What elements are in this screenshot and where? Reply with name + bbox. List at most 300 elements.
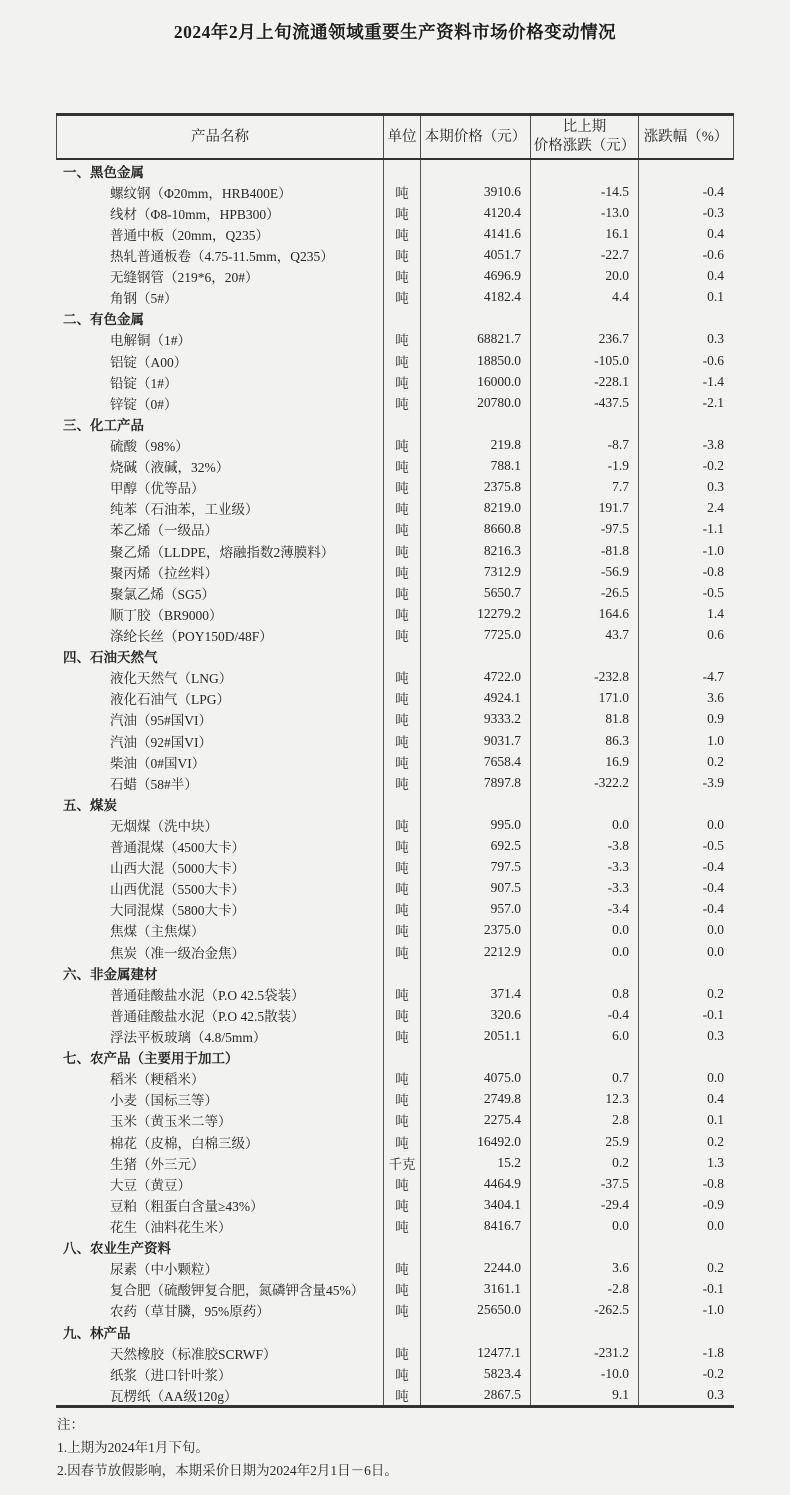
product-row: [57, 1194, 733, 1215]
section-row: [57, 160, 733, 181]
price-cell: 4141.6: [420, 223, 530, 244]
section-title: 四、石油天然气: [63, 650, 158, 666]
pct-cell: -0.2: [638, 456, 733, 477]
price-cell: 995.0: [420, 814, 530, 835]
pct-cell: -0.8: [638, 561, 733, 582]
unit-cell: 吨: [383, 836, 420, 857]
change-cell: -8.7: [530, 434, 638, 455]
unit-cell: [383, 160, 420, 181]
product-name: 普通硅酸盐水泥（P.O 42.5散装）: [110, 1008, 305, 1024]
product-row: [57, 836, 733, 857]
unit-cell: 吨: [383, 899, 420, 920]
price-cell: 16000.0: [420, 371, 530, 392]
product-row: [57, 603, 733, 624]
unit-cell: 吨: [383, 519, 420, 540]
product-name: 浮法平板玻璃（4.8/5mm）: [110, 1030, 267, 1046]
change-cell: [530, 1321, 638, 1342]
pct-cell: -0.6: [638, 244, 733, 265]
product-row: [57, 202, 733, 223]
price-cell: 692.5: [420, 836, 530, 857]
pct-cell: -0.4: [638, 181, 733, 202]
product-row: [57, 1258, 733, 1279]
price-cell: 16492.0: [420, 1131, 530, 1152]
price-cell: 9333.2: [420, 709, 530, 730]
price-cell: 2051.1: [420, 1025, 530, 1046]
change-cell: -437.5: [530, 392, 638, 413]
section-title: 二、有色金属: [63, 312, 144, 328]
unit-cell: [383, 308, 420, 329]
product-name: 热轧普通板卷（4.75-11.5mm，Q235）: [110, 248, 334, 264]
product-row: [57, 1068, 733, 1089]
product-row: [57, 561, 733, 582]
unit-cell: [383, 1237, 420, 1258]
product-row: [57, 498, 733, 519]
unit-cell: 千克: [383, 1152, 420, 1173]
pct-cell: [638, 962, 733, 983]
notes-block: [57, 1413, 398, 1482]
change-cell: -2.8: [530, 1279, 638, 1300]
change-cell: [530, 308, 638, 329]
pct-cell: [638, 1321, 733, 1342]
change-cell: -232.8: [530, 667, 638, 688]
change-cell: 0.7: [530, 1068, 638, 1089]
pct-cell: -0.4: [638, 857, 733, 878]
unit-cell: 吨: [383, 1025, 420, 1046]
price-cell: 20780.0: [420, 392, 530, 413]
change-cell: [530, 413, 638, 434]
product-row: [57, 371, 733, 392]
product-name: 角钢（5#）: [110, 291, 178, 307]
section-title: 六、非金属建材: [63, 966, 158, 982]
price-cell: 2244.0: [420, 1258, 530, 1279]
price-cell: 219.8: [420, 434, 530, 455]
pct-cell: 0.9: [638, 709, 733, 730]
product-name: 聚乙烯（LLDPE，熔融指数2薄膜料）: [110, 544, 335, 560]
price-cell: 4120.4: [420, 202, 530, 223]
unit-cell: 吨: [383, 1068, 420, 1089]
product-name: 锌锭（0#）: [110, 396, 178, 412]
product-row: [57, 751, 733, 772]
product-row: [57, 329, 733, 350]
section-row: [57, 413, 733, 434]
change-cell: 25.9: [530, 1131, 638, 1152]
table-body: [57, 160, 733, 1405]
product-row: [57, 1279, 733, 1300]
pct-cell: -1.0: [638, 1300, 733, 1321]
pct-cell: -0.3: [638, 202, 733, 223]
unit-cell: 吨: [383, 540, 420, 561]
pct-cell: 0.3: [638, 1384, 733, 1405]
change-cell: [530, 793, 638, 814]
unit-cell: 吨: [383, 1131, 420, 1152]
price-cell: [420, 1047, 530, 1068]
unit-cell: 吨: [383, 392, 420, 413]
unit-cell: 吨: [383, 371, 420, 392]
product-name: 石蜡（58#半）: [110, 776, 198, 792]
product-name: 烧碱（液碱，32%）: [110, 460, 230, 476]
product-row: [57, 624, 733, 645]
change-cell: 20.0: [530, 266, 638, 287]
unit-cell: 吨: [383, 1110, 420, 1131]
change-cell: 81.8: [530, 709, 638, 730]
price-cell: 8219.0: [420, 498, 530, 519]
change-cell: -105.0: [530, 350, 638, 371]
price-cell: 3161.1: [420, 1279, 530, 1300]
pct-cell: [638, 646, 733, 667]
product-row: [57, 519, 733, 540]
price-cell: 12279.2: [420, 603, 530, 624]
product-row: [57, 582, 733, 603]
header-price-change: [530, 116, 638, 158]
change-cell: 4.4: [530, 287, 638, 308]
product-row: [57, 392, 733, 413]
product-row: [57, 1363, 733, 1384]
unit-cell: 吨: [383, 477, 420, 498]
pct-cell: 0.0: [638, 941, 733, 962]
change-cell: 0.0: [530, 814, 638, 835]
product-name: 普通混煤（4500大卡）: [110, 840, 245, 856]
unit-cell: 吨: [383, 1089, 420, 1110]
change-cell: [530, 160, 638, 181]
product-name: 铝锭（A00）: [110, 354, 188, 370]
product-name: 生猪（外三元）: [110, 1156, 205, 1172]
price-cell: 9031.7: [420, 730, 530, 751]
pct-cell: -1.8: [638, 1342, 733, 1363]
pct-cell: -1.1: [638, 519, 733, 540]
price-cell: 5650.7: [420, 582, 530, 603]
section-row: [57, 646, 733, 667]
section-row: [57, 793, 733, 814]
table-header-row: [56, 116, 734, 160]
pct-cell: 0.1: [638, 1110, 733, 1131]
price-cell: [420, 308, 530, 329]
section-title: 八、农业生产资料: [63, 1241, 171, 1257]
change-cell: 7.7: [530, 477, 638, 498]
price-cell: [420, 1237, 530, 1258]
change-cell: -13.0: [530, 202, 638, 223]
unit-cell: 吨: [383, 624, 420, 645]
price-cell: 5823.4: [420, 1363, 530, 1384]
price-cell: [420, 962, 530, 983]
change-cell: 3.6: [530, 1258, 638, 1279]
price-cell: 8660.8: [420, 519, 530, 540]
price-cell: 4722.0: [420, 667, 530, 688]
price-cell: 907.5: [420, 878, 530, 899]
change-cell: -22.7: [530, 244, 638, 265]
change-cell: 0.0: [530, 1215, 638, 1236]
change-cell: [530, 646, 638, 667]
price-cell: 7897.8: [420, 772, 530, 793]
change-cell: -322.2: [530, 772, 638, 793]
product-name: 普通中板（20mm，Q235）: [110, 227, 270, 243]
product-name: 稻米（粳稻米）: [110, 1072, 205, 1088]
pct-cell: -2.1: [638, 392, 733, 413]
price-cell: 68821.7: [420, 329, 530, 350]
change-cell: 6.0: [530, 1025, 638, 1046]
change-cell: 0.0: [530, 920, 638, 941]
product-name: 大同混煤（5800大卡）: [110, 903, 245, 919]
change-cell: -3.3: [530, 878, 638, 899]
unit-cell: 吨: [383, 223, 420, 244]
product-row: [57, 941, 733, 962]
unit-cell: 吨: [383, 814, 420, 835]
change-cell: -262.5: [530, 1300, 638, 1321]
price-cell: 2212.9: [420, 941, 530, 962]
price-cell: 788.1: [420, 456, 530, 477]
pct-cell: [638, 308, 733, 329]
product-row: [57, 1110, 733, 1131]
product-row: [57, 1173, 733, 1194]
product-name: 焦炭（准一级冶金焦）: [110, 945, 245, 961]
pct-cell: [638, 1237, 733, 1258]
product-row: [57, 181, 733, 202]
product-name: 花生（油料花生米）: [110, 1220, 232, 1236]
product-name: 棉花（皮棉，白棉三级）: [110, 1135, 259, 1151]
change-cell: 16.1: [530, 223, 638, 244]
pct-cell: 0.0: [638, 814, 733, 835]
change-cell: -10.0: [530, 1363, 638, 1384]
price-cell: 7725.0: [420, 624, 530, 645]
pct-cell: [638, 1047, 733, 1068]
product-row: [57, 920, 733, 941]
section-row: [57, 1321, 733, 1342]
product-name: 柴油（0#国VI）: [110, 755, 206, 771]
price-cell: 4924.1: [420, 688, 530, 709]
price-cell: 320.6: [420, 1004, 530, 1025]
product-row: [57, 223, 733, 244]
pct-cell: -0.4: [638, 899, 733, 920]
unit-cell: 吨: [383, 329, 420, 350]
pct-cell: -3.8: [638, 434, 733, 455]
unit-cell: 吨: [383, 266, 420, 287]
price-cell: 18850.0: [420, 350, 530, 371]
pct-cell: 0.2: [638, 751, 733, 772]
pct-cell: 0.2: [638, 1258, 733, 1279]
change-cell: [530, 962, 638, 983]
change-cell: -97.5: [530, 519, 638, 540]
unit-cell: 吨: [383, 730, 420, 751]
product-name: 焦煤（主焦煤）: [110, 924, 205, 940]
price-cell: [420, 1321, 530, 1342]
pct-cell: -0.2: [638, 1363, 733, 1384]
unit-cell: 吨: [383, 983, 420, 1004]
unit-cell: 吨: [383, 603, 420, 624]
product-name: 硫酸（98%）: [110, 438, 189, 454]
product-row: [57, 857, 733, 878]
product-name: 瓦楞纸（AA级120g）: [110, 1388, 238, 1404]
product-name: 山西大混（5000大卡）: [110, 861, 245, 877]
section-title: 三、化工产品: [63, 417, 144, 433]
product-row: [57, 1025, 733, 1046]
pct-cell: 0.6: [638, 624, 733, 645]
change-cell: -14.5: [530, 181, 638, 202]
unit-cell: 吨: [383, 688, 420, 709]
product-name: 苯乙烯（一级品）: [110, 523, 218, 539]
header-change-percent: 涨跌幅（%）: [638, 116, 733, 158]
unit-cell: 吨: [383, 1004, 420, 1025]
change-cell: -56.9: [530, 561, 638, 582]
change-cell: -228.1: [530, 371, 638, 392]
unit-cell: 吨: [383, 1363, 420, 1384]
pct-cell: 0.0: [638, 1068, 733, 1089]
product-row: [57, 772, 733, 793]
pct-cell: [638, 160, 733, 181]
pct-cell: -0.1: [638, 1279, 733, 1300]
product-name: 汽油（95#国VI）: [110, 713, 212, 729]
price-cell: 2867.5: [420, 1384, 530, 1405]
unit-cell: 吨: [383, 244, 420, 265]
unit-cell: [383, 962, 420, 983]
product-row: [57, 1300, 733, 1321]
pct-cell: 2.4: [638, 498, 733, 519]
change-cell: 43.7: [530, 624, 638, 645]
change-cell: 0.0: [530, 941, 638, 962]
header-price-change-line2: 价格涨跌（元）: [533, 138, 636, 154]
product-name: 豆粕（粗蛋白含量≥43%）: [110, 1198, 264, 1214]
product-name: 电解铜（1#）: [110, 333, 191, 349]
change-cell: 86.3: [530, 730, 638, 751]
product-name: 纯苯（石油苯，工业级）: [110, 502, 259, 518]
price-cell: 12477.1: [420, 1342, 530, 1363]
product-name: 无缝钢管（219*6，20#）: [110, 270, 259, 286]
price-cell: [420, 646, 530, 667]
pct-cell: [638, 413, 733, 434]
product-name: 尿素（中小颗粒）: [110, 1262, 218, 1278]
product-row: [57, 688, 733, 709]
product-name: 液化石油气（LPG）: [110, 692, 231, 708]
product-name: 涤纶长丝（POY150D/48F）: [110, 628, 273, 644]
pct-cell: -1.4: [638, 371, 733, 392]
unit-cell: 吨: [383, 350, 420, 371]
product-name: 甲醇（优等品）: [110, 481, 205, 497]
price-cell: 2375.8: [420, 477, 530, 498]
price-cell: 2749.8: [420, 1089, 530, 1110]
unit-cell: [383, 1047, 420, 1068]
product-name: 复合肥（硫酸钾复合肥，氮磷钾含量45%）: [110, 1283, 365, 1299]
change-cell: -26.5: [530, 582, 638, 603]
product-name: 顺丁胶（BR9000）: [110, 607, 223, 623]
unit-cell: 吨: [383, 709, 420, 730]
unit-cell: 吨: [383, 181, 420, 202]
pct-cell: 0.4: [638, 1089, 733, 1110]
pct-cell: -1.0: [638, 540, 733, 561]
unit-cell: [383, 413, 420, 434]
product-name: 铅锭（1#）: [110, 375, 178, 391]
price-cell: 7312.9: [420, 561, 530, 582]
pct-cell: -0.4: [638, 878, 733, 899]
pct-cell: -0.8: [638, 1173, 733, 1194]
section-title: 七、农产品（主要用于加工）: [63, 1051, 239, 1067]
change-cell: -231.2: [530, 1342, 638, 1363]
change-cell: 9.1: [530, 1384, 638, 1405]
change-cell: 191.7: [530, 498, 638, 519]
section-row: [57, 1237, 733, 1258]
section-row: [57, 962, 733, 983]
pct-cell: -0.5: [638, 836, 733, 857]
product-row: [57, 878, 733, 899]
change-cell: 164.6: [530, 603, 638, 624]
product-name: 液化天然气（LNG）: [110, 671, 233, 687]
pct-cell: 0.2: [638, 983, 733, 1004]
unit-cell: 吨: [383, 434, 420, 455]
pct-cell: -0.5: [638, 582, 733, 603]
product-name: 纸浆（进口针叶浆）: [110, 1367, 232, 1383]
product-name: 大豆（黄豆）: [110, 1177, 191, 1193]
product-row: [57, 434, 733, 455]
price-cell: 3404.1: [420, 1194, 530, 1215]
unit-cell: 吨: [383, 561, 420, 582]
unit-cell: [383, 793, 420, 814]
product-row: [57, 1131, 733, 1152]
product-row: [57, 667, 733, 688]
unit-cell: 吨: [383, 920, 420, 941]
page-title: 2024年2月上旬流通领域重要生产资料市场价格变动情况: [173, 22, 617, 42]
price-cell: [420, 160, 530, 181]
price-cell: 25650.0: [420, 1300, 530, 1321]
product-name: 玉米（黄玉米二等）: [110, 1114, 232, 1130]
unit-cell: 吨: [383, 582, 420, 603]
pct-cell: 3.6: [638, 688, 733, 709]
unit-cell: 吨: [383, 1300, 420, 1321]
price-cell: 15.2: [420, 1152, 530, 1173]
pct-cell: 0.3: [638, 329, 733, 350]
note-line-1: 1.上期为2024年1月下旬。: [57, 1440, 209, 1455]
unit-cell: 吨: [383, 498, 420, 519]
product-row: [57, 1004, 733, 1025]
pct-cell: -4.7: [638, 667, 733, 688]
header-price-change-line1: 比上期: [562, 119, 607, 135]
pct-cell: 0.4: [638, 223, 733, 244]
unit-cell: 吨: [383, 1342, 420, 1363]
price-cell: 2375.0: [420, 920, 530, 941]
change-cell: [530, 1047, 638, 1068]
unit-cell: 吨: [383, 857, 420, 878]
change-cell: [530, 1237, 638, 1258]
change-cell: 236.7: [530, 329, 638, 350]
product-row: [57, 814, 733, 835]
unit-cell: 吨: [383, 1279, 420, 1300]
price-cell: 2275.4: [420, 1110, 530, 1131]
pct-cell: 1.3: [638, 1152, 733, 1173]
product-name: 聚氯乙烯（SG5）: [110, 586, 216, 602]
change-cell: 2.8: [530, 1110, 638, 1131]
price-cell: 8216.3: [420, 540, 530, 561]
price-cell: 957.0: [420, 899, 530, 920]
pct-cell: 0.0: [638, 920, 733, 941]
price-cell: 4696.9: [420, 266, 530, 287]
product-name: 普通硅酸盐水泥（P.O 42.5袋装）: [110, 987, 305, 1003]
unit-cell: 吨: [383, 287, 420, 308]
product-name: 天然橡胶（标准胶SCRWF）: [110, 1346, 277, 1362]
unit-cell: 吨: [383, 1384, 420, 1405]
pct-cell: 0.3: [638, 477, 733, 498]
pct-cell: 1.4: [638, 603, 733, 624]
product-row: [57, 287, 733, 308]
pct-cell: [638, 793, 733, 814]
change-cell: 16.9: [530, 751, 638, 772]
header-current-price: 本期价格（元）: [420, 116, 530, 158]
price-cell: 4464.9: [420, 1173, 530, 1194]
product-row: [57, 1152, 733, 1173]
change-cell: 0.8: [530, 983, 638, 1004]
header-product-name: 产品名称: [191, 128, 249, 145]
pct-cell: 0.0: [638, 1215, 733, 1236]
note-line-2: 2.因春节放假影响，本期采价日期为2024年2月1日－6日。: [57, 1463, 398, 1478]
price-cell: 4051.7: [420, 244, 530, 265]
header-unit: 单位: [383, 116, 420, 158]
pct-cell: 1.0: [638, 730, 733, 751]
pct-cell: 0.2: [638, 1131, 733, 1152]
